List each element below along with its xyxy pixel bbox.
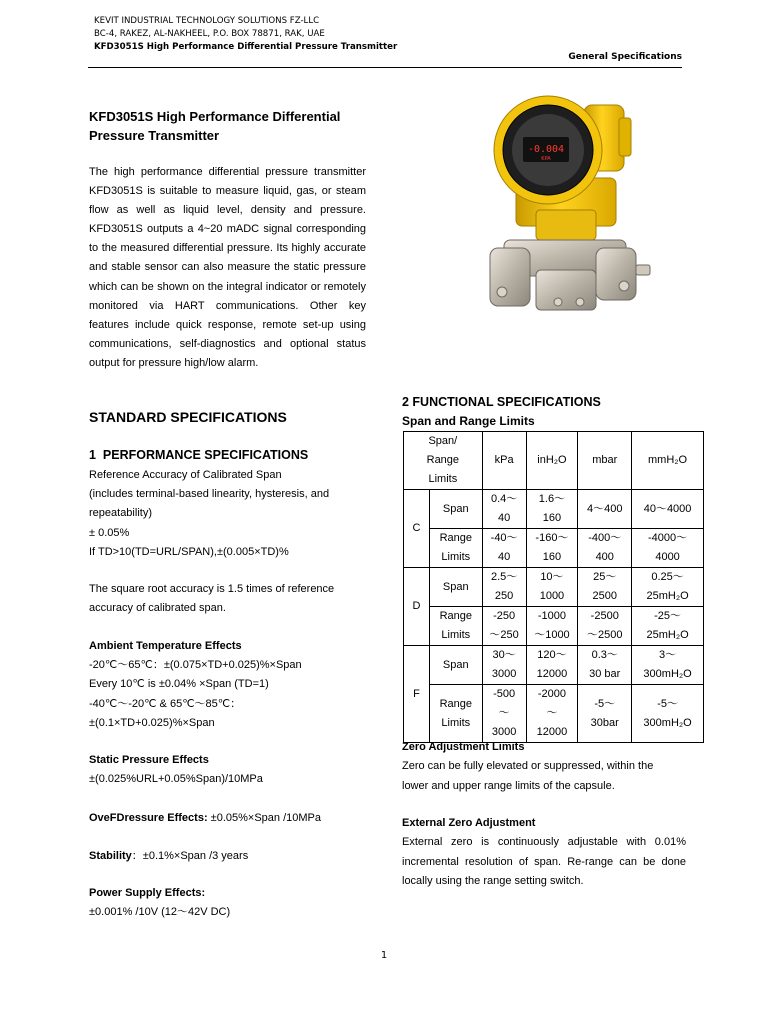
external-zero-heading: External Zero Adjustment xyxy=(402,817,536,829)
zero-line: lower and upper range limits of the capsule. xyxy=(402,779,615,792)
table-cell: -40～ 40 xyxy=(482,529,526,568)
company-address: BC-4, RAKEZ, AL-NAKHEEL, P.O. BOX 78871, RAK, UAE xyxy=(94,29,325,39)
accuracy-line: Reference Accuracy of Calibrated Span xyxy=(89,469,282,481)
table-row xyxy=(404,685,704,743)
external-zero-text: External zero is continuously adjustable with 0.01% incremental resolution of span. Re-range can be done locally using the range setting switch. xyxy=(402,836,686,887)
row-label-cell: Range Limits xyxy=(429,685,482,743)
company-name: KEVIT INDUSTRIAL TECHNOLOGY SOLUTIONS FZ-LLC xyxy=(94,16,320,26)
table-cell: -4000～ 4000 xyxy=(632,529,704,568)
over-pressure-label: OveFDressure Effects: xyxy=(89,812,208,824)
standard-specs-heading: STANDARD SPECIFICATIONS xyxy=(89,409,287,425)
table-cell: -160～ 160 xyxy=(526,529,578,568)
table-cell: -25～ 25mH₂O xyxy=(632,607,704,646)
ambient-block xyxy=(89,637,302,733)
stability-line xyxy=(89,847,248,866)
table-cell: 120～ 12000 xyxy=(526,646,578,685)
table-header-cell: Span/ Range Limits xyxy=(404,432,483,490)
table-cell: 25～ 2500 xyxy=(578,568,632,607)
table-cell: 10～ 1000 xyxy=(526,568,578,607)
header-divider xyxy=(88,67,682,68)
accuracy-line: ± 0.05% xyxy=(89,526,130,539)
table-cell: -2500 ～2500 xyxy=(578,607,632,646)
display-reading: -0.004 xyxy=(527,144,565,155)
table-cell: -5～ 30bar xyxy=(578,685,632,743)
table-row xyxy=(404,646,704,685)
zero-line: Zero can be fully elevated or suppressed, within the xyxy=(402,760,654,773)
transmitter-photo xyxy=(476,80,654,325)
table-cell: -1000 ～1000 xyxy=(526,607,578,646)
static-value: ±(0.025%URL+0.05%Span)/10MPa xyxy=(89,773,263,786)
table-cell: 0.4～ 40 xyxy=(482,490,526,529)
table-header-cell: mbar xyxy=(578,432,632,490)
page-number: 1 xyxy=(380,950,388,961)
table-row xyxy=(404,568,704,607)
accuracy-line: (includes terminal-based linearity, hysteresis, and xyxy=(89,488,330,501)
ambient-line: ±(0.1×TD+0.025)%×Span xyxy=(89,716,215,729)
capsule-code-cell: D xyxy=(404,568,430,646)
row-label-cell: Span xyxy=(429,646,482,685)
span-range-table xyxy=(403,431,704,743)
table-row xyxy=(404,607,704,646)
zero-adjustment-block xyxy=(402,738,686,796)
table-cell: -500 ～ 3000 xyxy=(482,685,526,743)
performance-title: PERFORMANCE SPECIFICATIONS xyxy=(102,448,309,462)
external-zero-block xyxy=(402,814,686,891)
document-title: KFD3051S High Performance Differential Pressure Transmitter xyxy=(89,109,341,143)
power-value: ±0.001% /10V (12～42V DC) xyxy=(89,906,231,919)
accuracy-block xyxy=(89,466,329,562)
sqrt-accuracy-block xyxy=(89,580,334,618)
capsule-code-cell: F xyxy=(404,646,430,743)
over-pressure-line xyxy=(89,809,321,828)
header-section-title: General Specifications xyxy=(568,52,682,62)
display-unit: KPA xyxy=(541,156,551,162)
table-cell: 4～400 xyxy=(578,490,632,529)
table-cell: -250 ～250 xyxy=(482,607,526,646)
row-label-cell: Range Limits xyxy=(429,607,482,646)
performance-number: 1 xyxy=(89,448,96,462)
static-heading: Static Pressure Effects xyxy=(89,754,209,766)
ambient-line: -20℃～65℃：±(0.075×TD+0.025)%×Span xyxy=(89,659,302,672)
table-header-cell: inH₂O xyxy=(526,432,578,490)
table-header-row xyxy=(404,432,704,490)
page-header xyxy=(94,15,397,54)
table-row xyxy=(404,529,704,568)
table-cell: -2000 ～ 12000 xyxy=(526,685,578,743)
accuracy-line: repeatability) xyxy=(89,507,152,520)
table-row xyxy=(404,490,704,529)
capsule-code-cell: C xyxy=(404,490,430,568)
performance-heading xyxy=(89,448,308,462)
table-cell: 3～ 300mH₂O xyxy=(632,646,704,685)
intro-paragraph: The high performance differential pressure transmitter KFD3051S is suitable to measure liquid, gas, or steam flow as well as liquid level, density and pressure. KFD3051S outputs a 4~20 mADC signal corresponding to the measured differential pressure. Its highly accurate and stable sensor can also measure the static pressure which can be shown on the integral indicator or remotely monitored via HART communications. Other key features include quick response, remote set-up using communications, self-diagnostics and optional status output for pressure high/low alarm. xyxy=(89,166,366,369)
table-cell: 0.25～ 25mH₂O xyxy=(632,568,704,607)
table-cell: 0.3～ 30 bar xyxy=(578,646,632,685)
ambient-line: Every 10℃ is ±0.04% ×Span (TD=1) xyxy=(89,678,269,691)
ambient-heading: Ambient Temperature Effects xyxy=(89,640,242,652)
power-supply-block xyxy=(89,884,230,922)
table-header-cell: mmH₂O xyxy=(632,432,704,490)
stability-label: Stability xyxy=(89,850,132,862)
stability-value: ：±0.1%×Span /3 years xyxy=(131,850,249,862)
over-pressure-value: ±0.05%×Span /10MPa xyxy=(207,812,321,824)
sqrt-line: The square root accuracy is 1.5 times of reference xyxy=(89,583,335,595)
functional-specs-heading: 2 FUNCTIONAL SPECIFICATIONS xyxy=(402,395,601,409)
row-label-cell: Range Limits xyxy=(429,529,482,568)
zero-heading: Zero Adjustment Limits xyxy=(402,741,525,753)
span-range-heading: Span and Range Limits xyxy=(402,414,535,428)
power-heading: Power Supply Effects: xyxy=(89,887,206,899)
table-cell: 40～4000 xyxy=(632,490,704,529)
row-label-cell: Span xyxy=(429,490,482,529)
ambient-line: -40℃～-20℃ & 65℃～85℃： xyxy=(89,697,242,710)
accuracy-line: If TD>10(TD=URL/SPAN),±(0.005×TD)% xyxy=(89,545,289,558)
static-pressure-block xyxy=(89,751,263,789)
header-product-name: KFD3051S High Performance Differential Pressure Transmitter xyxy=(94,42,398,52)
table-header-cell: kPa xyxy=(482,432,526,490)
table-cell: 1.6～ 160 xyxy=(526,490,578,529)
row-label-cell: Span xyxy=(429,568,482,607)
table-cell: 30～ 3000 xyxy=(482,646,526,685)
sqrt-line: accuracy of calibrated span. xyxy=(89,602,226,615)
table-cell: 2.5～ 250 xyxy=(482,568,526,607)
table-cell: -5～ 300mH₂O xyxy=(632,685,704,743)
table-cell: -400～ 400 xyxy=(578,529,632,568)
